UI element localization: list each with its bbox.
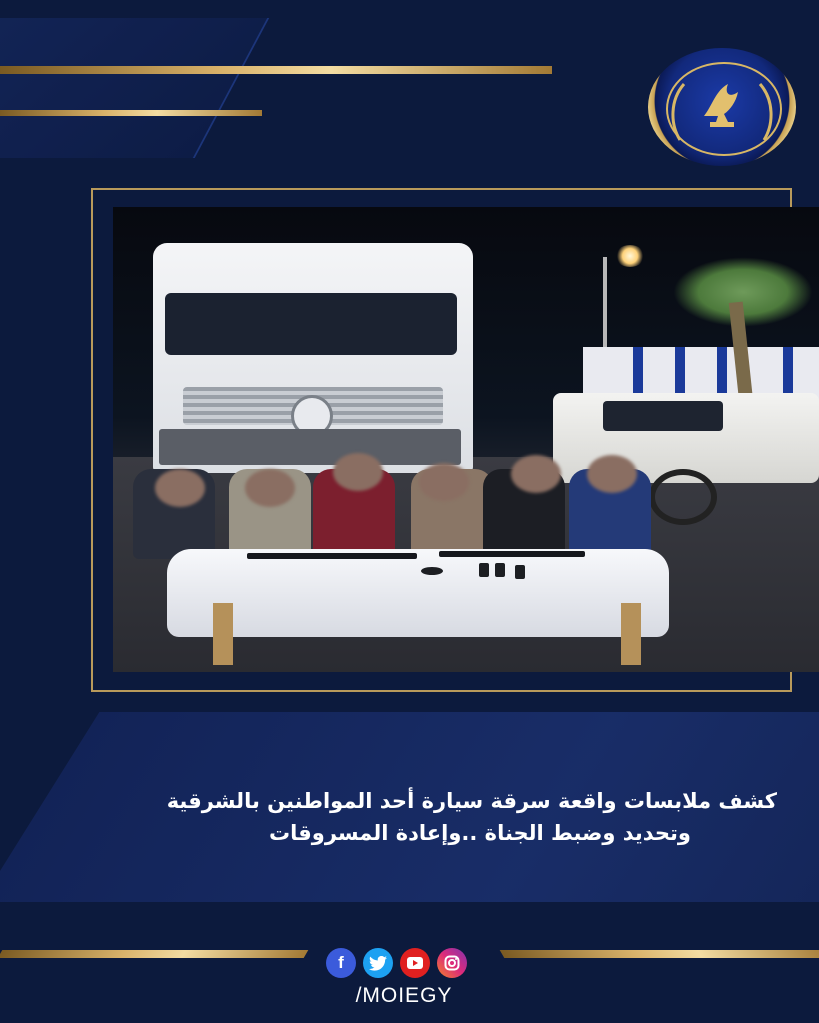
photo-lamp-light xyxy=(615,245,645,267)
photo-seized-item xyxy=(421,567,443,575)
social-handle: /MOIEGY xyxy=(355,984,453,1007)
photo-truck-windshield xyxy=(165,293,457,355)
photo-motorcycle-wheel xyxy=(649,469,717,525)
photo-seized-rifle xyxy=(439,551,585,557)
laurel-wreath-icon xyxy=(662,70,782,160)
youtube-icon[interactable] xyxy=(400,948,430,978)
photo-seized-item xyxy=(515,565,525,579)
gold-divider-top-short xyxy=(0,110,262,116)
decorative-panel xyxy=(0,18,269,158)
facebook-icon[interactable]: f xyxy=(326,948,356,978)
gold-divider-bottom-right xyxy=(500,950,819,958)
photo-blurred-face xyxy=(245,469,295,507)
caption-line-2: وتحديد وضبط الجناة ..وإعادة المسروقات xyxy=(269,821,691,845)
photo-table-leg xyxy=(621,603,641,665)
photo-table-leg xyxy=(213,603,233,665)
photo-blurred-face xyxy=(155,469,205,507)
gold-divider-top xyxy=(0,66,552,74)
instagram-icon[interactable] xyxy=(437,948,467,978)
caption-line-1: كشف ملابسات واقعة سرقة سيارة أحد المواطنين بالشرقية xyxy=(166,789,777,813)
photo-blurred-face xyxy=(419,463,469,501)
news-photo xyxy=(113,207,819,672)
photo-seized-item xyxy=(495,563,505,577)
photo-blurred-face xyxy=(511,455,561,493)
photo-blurred-face xyxy=(333,453,383,491)
photo-seized-rifle xyxy=(247,553,417,559)
photo-seized-item xyxy=(479,563,489,577)
photo-pickup-window xyxy=(603,401,723,431)
photo-evidence-table xyxy=(167,549,669,637)
photo-blurred-face xyxy=(587,455,637,493)
twitter-icon[interactable] xyxy=(363,948,393,978)
photo-truck-bumper xyxy=(159,429,461,465)
ministry-logo xyxy=(648,48,796,166)
gold-divider-bottom-left xyxy=(0,950,308,958)
